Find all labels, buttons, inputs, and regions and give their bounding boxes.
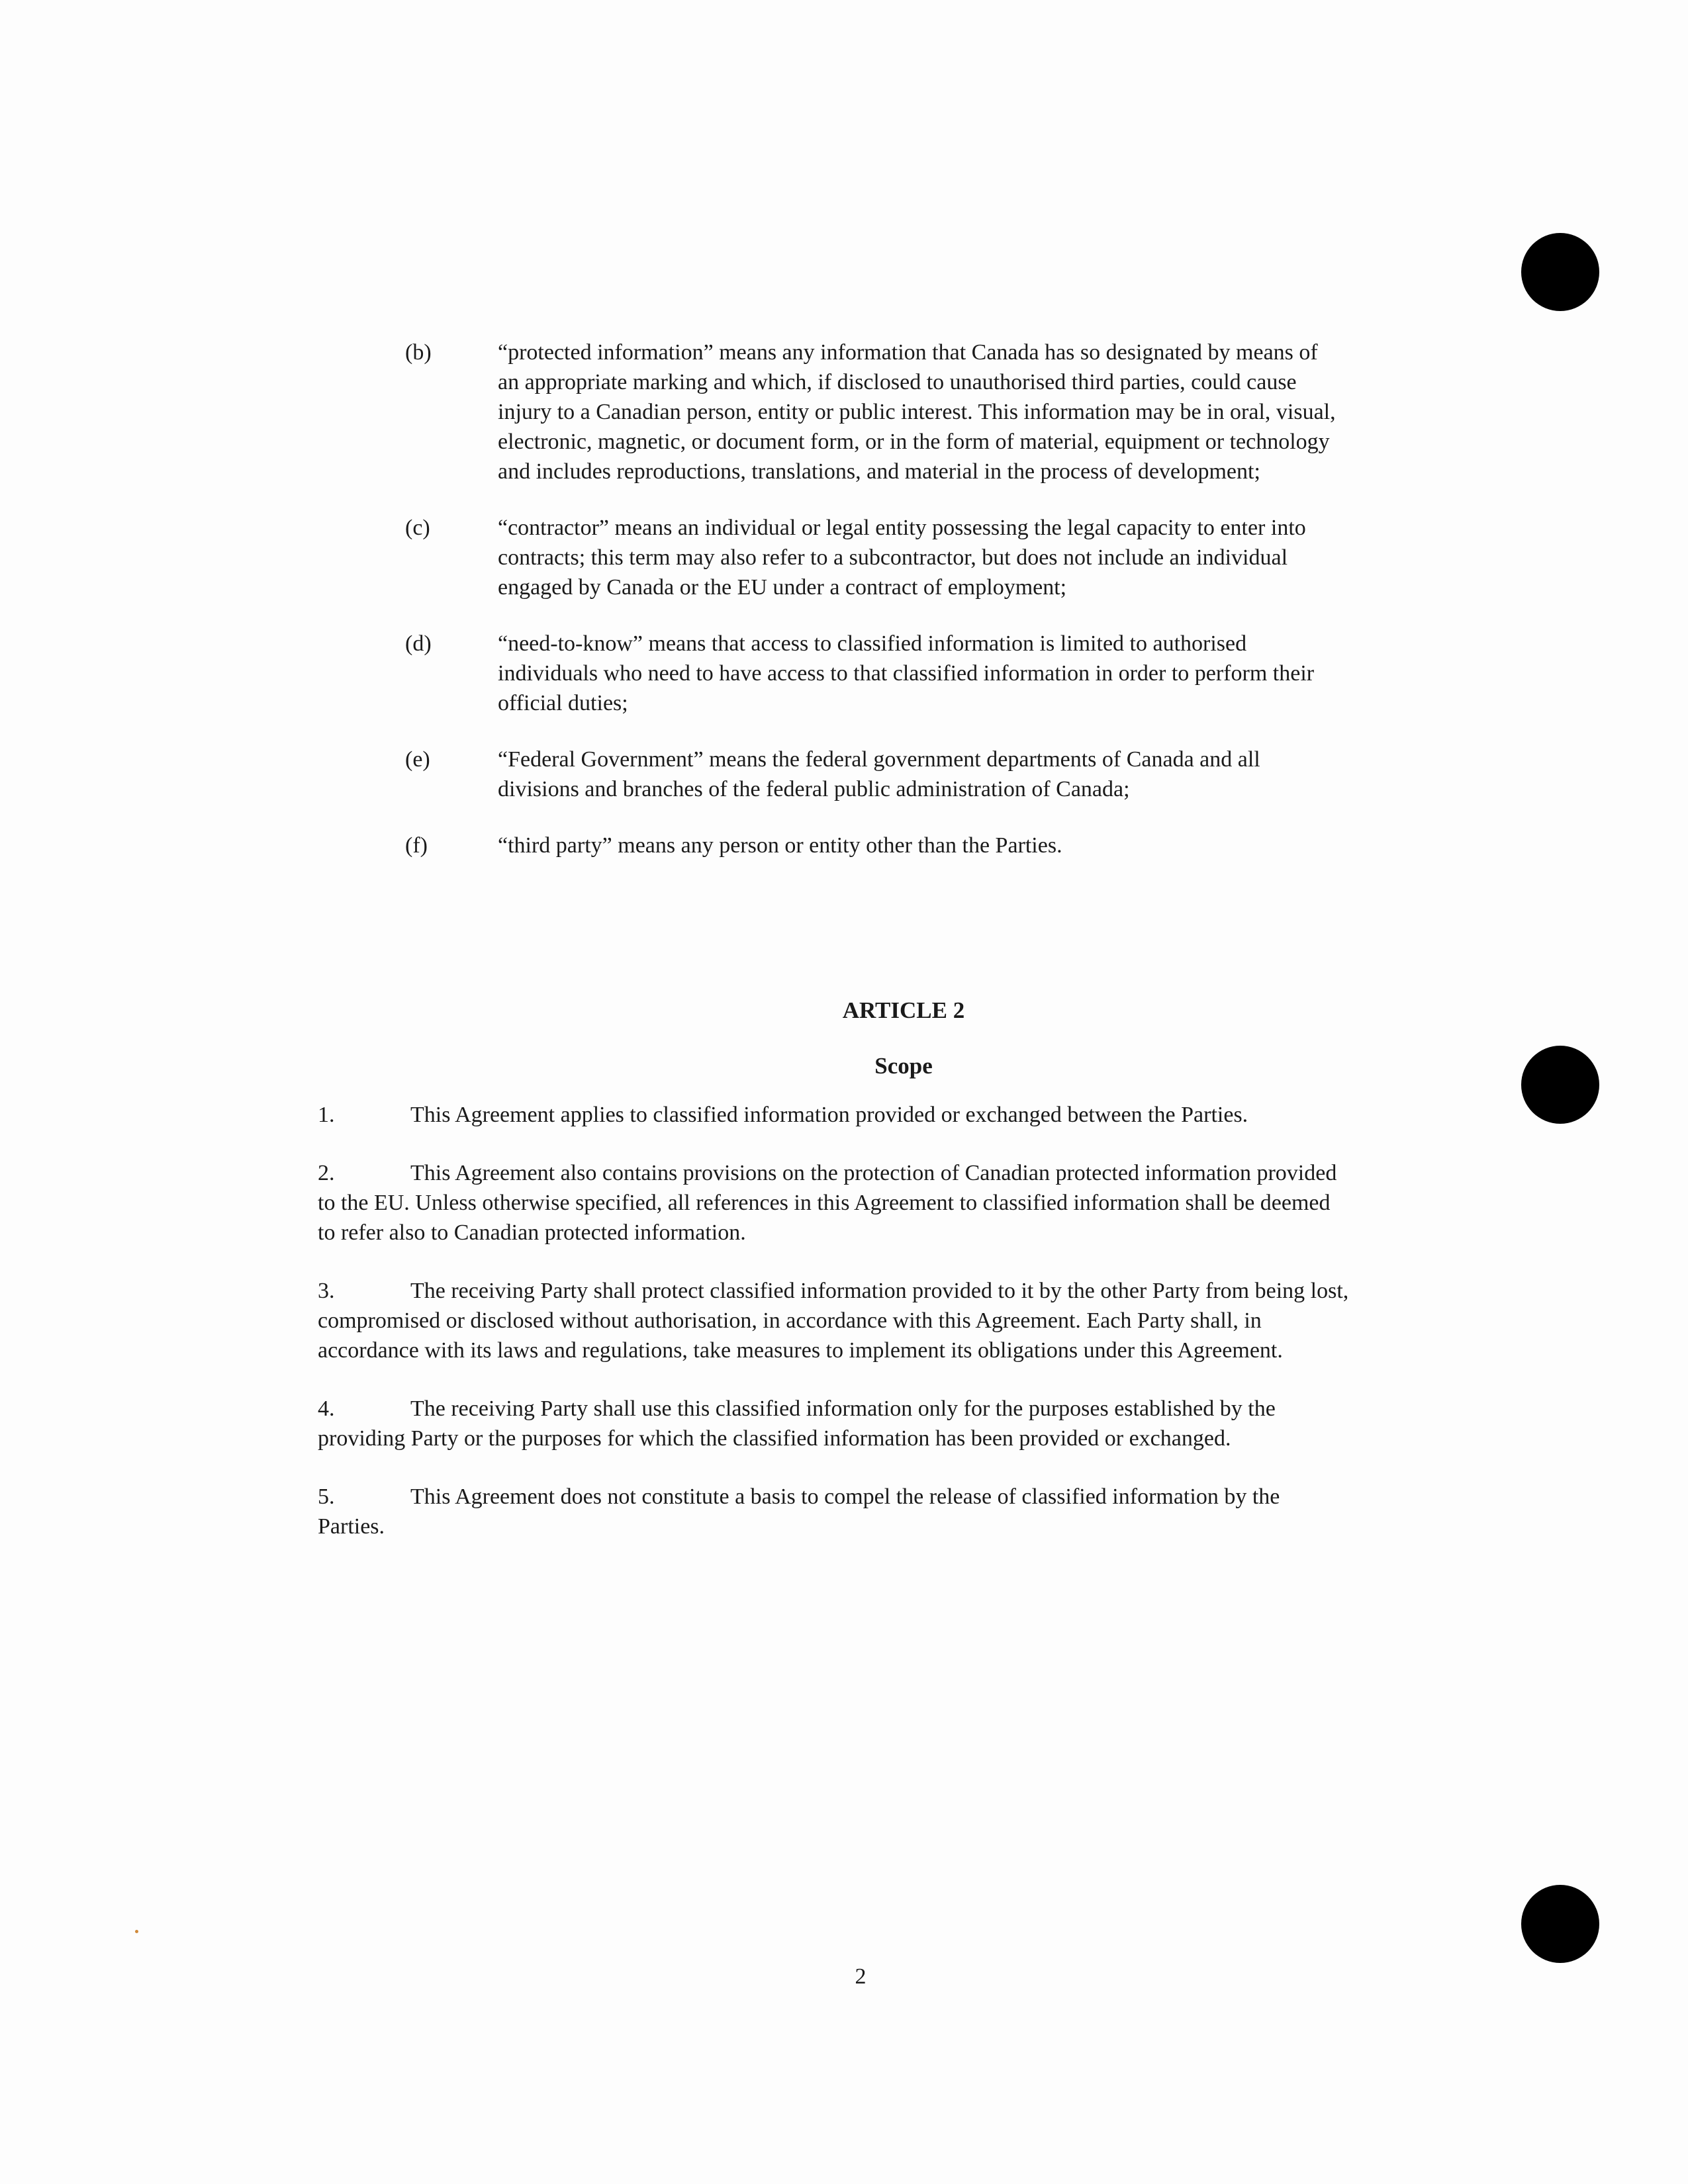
paragraph-text: This Agreement does not constitute a basis to compel the release of classified information by the Parties. <box>318 1484 1280 1539</box>
page-number: 2 <box>855 1964 867 1989</box>
paragraph-number: 5. <box>318 1484 335 1509</box>
punch-hole-top <box>1521 233 1599 311</box>
paragraph <box>318 1482 1350 1541</box>
definition-text: “need-to-know” means that access to classified information is limited to authorised individuals who need to have access to that classified information in order to perform their official duties; <box>498 631 1315 715</box>
scan-speck <box>135 1930 138 1933</box>
paragraph-text: The receiving Party shall protect classified information provided to it by the other Party from being lost, compromised or disclosed without authorisation, in accordance with this Agreement. Each Party shall, in accordance with its laws and regulations, take measures to implement its obligations under this Agreement. <box>318 1279 1349 1363</box>
paragraph <box>318 1158 1350 1248</box>
article-heading: ARTICLE 2 <box>842 997 965 1023</box>
paragraph <box>318 1394 1350 1453</box>
article-subheading: Scope <box>874 1053 933 1079</box>
definition-text: “third party” means any person or entity other than the Parties. <box>498 833 1062 858</box>
definition-item <box>0 513 1688 602</box>
definition-label: (d) <box>405 631 432 656</box>
definition-item <box>0 831 1688 860</box>
definition-label: (f) <box>405 833 428 858</box>
paragraph-number: 4. <box>318 1396 335 1421</box>
paragraph-text: This Agreement applies to classified information provided or exchanged between the Parties. <box>410 1103 1248 1127</box>
definitions-list <box>0 338 1688 887</box>
paragraph-text: This Agreement also contains provisions on the protection of Canadian protected information provided to the EU. Unless otherwise specified, all references in this Agreement to classified information shall be deemed to refer also to Canadian protected information. <box>318 1161 1337 1245</box>
definition-text: “contractor” means an individual or legal entity possessing the legal capacity to enter into contracts; this term may also refer to a subcontractor, but does not include an individual engaged by Canada or the EU under a contract of employment; <box>498 516 1306 600</box>
definition-item <box>0 629 1688 718</box>
paragraph-number: 1. <box>318 1103 335 1127</box>
paragraph-list <box>318 1100 1350 1570</box>
paragraph-number: 2. <box>318 1161 335 1185</box>
paragraph-text: The receiving Party shall use this classified information only for the purposes established by the providing Party or the purposes for which the classified information has been provided or exchanged. <box>318 1396 1276 1451</box>
definition-label: (e) <box>405 747 430 772</box>
paragraph-number: 3. <box>318 1279 335 1303</box>
paragraph <box>318 1276 1350 1365</box>
definition-label: (c) <box>405 516 430 540</box>
definition-text: “Federal Government” means the federal government departments of Canada and all divisions and branches of the federal public administration of Canada; <box>498 747 1260 801</box>
punch-hole-bottom <box>1521 1885 1599 1963</box>
definition-label: (b) <box>405 340 432 365</box>
definition-text: “protected information” means any information that Canada has so designated by means of an appropriate marking and which, if disclosed to unauthorised third parties, could cause injury to a Canadian person, entity or public interest. This information may be in oral, visual, electronic, magnetic, or document form, or in the form of material, equipment or technology and includes reproductions, translations, and material in the process of development; <box>498 340 1336 484</box>
definition-item <box>0 338 1688 486</box>
definition-item <box>0 745 1688 804</box>
paragraph <box>318 1100 1350 1130</box>
